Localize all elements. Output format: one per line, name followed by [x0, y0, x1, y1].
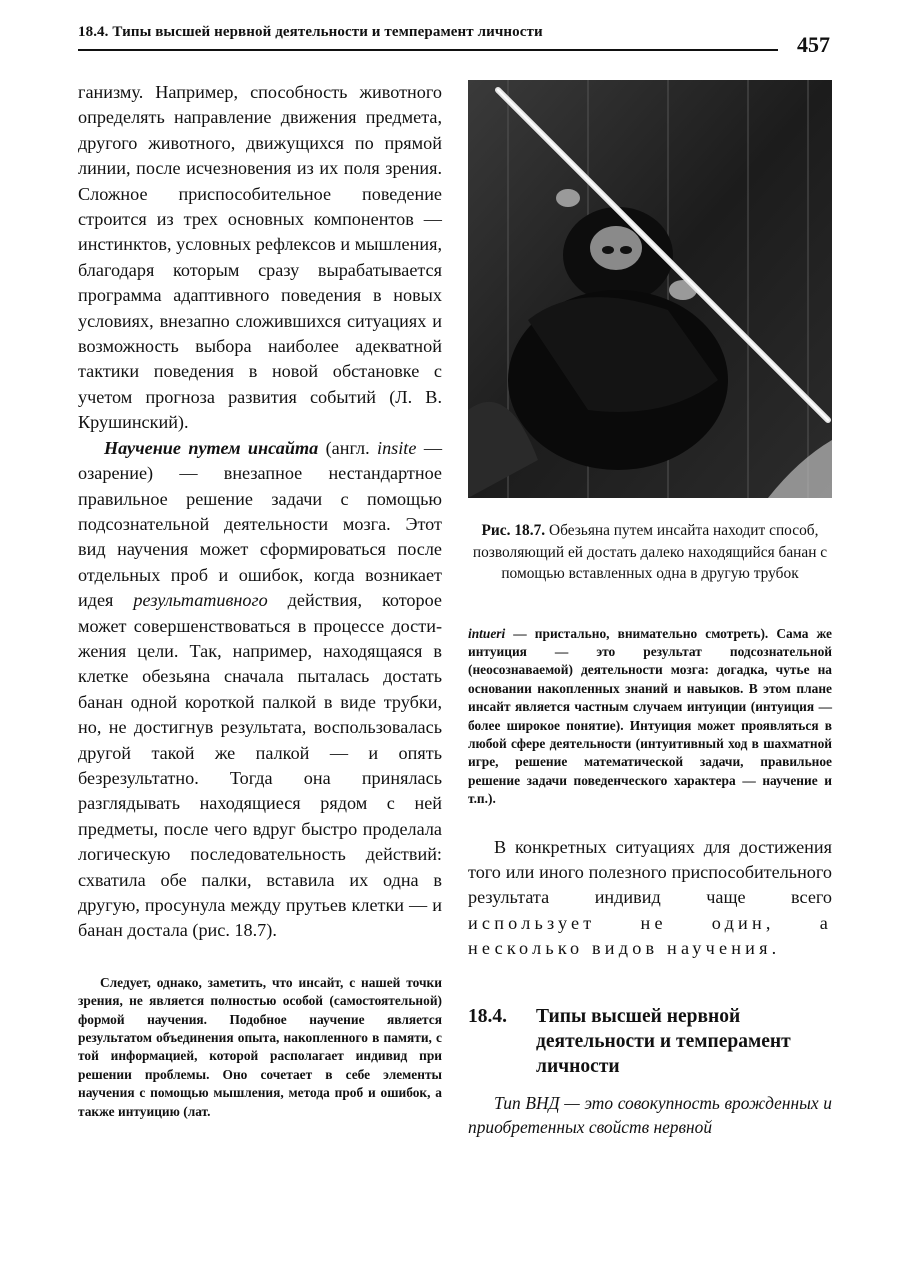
conclusion-paragraph	[468, 835, 832, 962]
foreign-word: insite	[377, 437, 417, 458]
footnote-continuation-block	[468, 625, 832, 809]
figure-caption	[468, 520, 832, 585]
paragraph-insight	[78, 436, 442, 944]
paragraph-continuation: ганизму. Например, способность животного определять направление движения предмета, другого животного, движущихся по прямой линии, после исчезновения из их поля зрения. Сложное приспособительное поведение строится из трех основных компонентов — инстинктов, условных рефлексов и мышления, благодаря которым сразу вырабатывается программа адаптивного поведения в новых условиях, внезапно сложившихся ситуациях и возможность выбора наиболее адекватной тактики поведения в новой обстановке с учетом прогноза развития событий (Л. В. Крушинский).	[78, 82, 442, 433]
left-column	[78, 80, 442, 1121]
figure-label: Рис. 18.7.	[481, 522, 546, 539]
footnote-block	[78, 974, 442, 1121]
italic-word: результативного	[133, 590, 268, 611]
figure-photo	[468, 80, 832, 498]
text-run: действия, которое может совершенствоваться в процессе достижения цели. Так, например, находящаяся в клетке обезьяна сначала пыталась достать банан одной короткой палкой в виде трубки, но, не достигнув результата, воспользовалась другой такой же палкой — и опять безрезультатно. Тогда она принялась разглядывать находящиеся рядом с ней предметы, после чего вдруг быстро проделала логическую последовательность действий: схватила обе палки, вставила их одна в другую, просунула между прутьев клетки — и банан достала (рис. 18.7).	[78, 590, 442, 941]
header-rule	[78, 49, 778, 51]
right-column	[468, 80, 832, 1157]
footnote-continuation-text: — пристально, внимательно смотреть). Сама же интуиция — это результат подсознательной (неосознаваемой) деятельности мозга: догадка, чутье на основании накопленных знаний и навыков. В этом плане инсайт является частным случаем интуиции (интуиция — более широкое понятие). Интуиция может проявляться в любой сфере деятельности (интуитивный ход в шахматной игре, решение математической задачи, правильное решение задачи поведенческого характера — научение и т.п.).	[468, 625, 832, 807]
foreign-word-latin: intueri	[468, 625, 506, 641]
page-header	[78, 22, 830, 56]
section-heading	[468, 1004, 832, 1079]
spaced-emphasis: использует не один, а несколько видов научения.	[468, 912, 832, 959]
text-run: В конкретных ситуациях для достижения того или иного полезного приспособительного результата индивид чаще всего	[468, 836, 832, 908]
text-run: (англ.	[318, 437, 378, 458]
running-title: 18.4. Типы высшей нервной деятельности и темперамент личности	[78, 24, 543, 40]
section-title: Типы высшей нервной деятельности и темперамент личности	[536, 1005, 791, 1077]
section-number: 18.4.	[468, 1005, 507, 1027]
term-insight-learning: Научение путем инсайта	[104, 437, 319, 458]
monkey-photo-illustration	[468, 80, 832, 498]
text-run: — озарение) — внезапное нестандартное правильное решение задачи с помощью подсознательной деятельности мозга. Этот вид научения может сформироваться после отдельных проб и ошибок, когда возникает идея	[78, 437, 442, 611]
page-number: 457	[797, 32, 830, 57]
footnote-text: Следует, однако, заметить, что инсайт, с нашей точки зрения, не является полностью особой (самостоятельной) формой научения. Подобное научение является результатом объединения опыта, накопленного в памяти, с той информацией, которой располагает индивид при решении проблемы. Оно сочетает в себе элементы научения с помощью мышления, метода проб и ошибок, а также интуицию (лат.	[78, 974, 442, 1119]
footnote-continuation	[468, 625, 832, 809]
definition-paragraph: Тип ВНД — это совокупность врожденных и приобретенных свойств нервной	[468, 1092, 832, 1138]
figure-caption-text: Обезьяна путем инсайта находит способ, позволяющий ей достать далеко находящийся банан с помощью вставленных одна в другую трубок	[472, 522, 828, 582]
